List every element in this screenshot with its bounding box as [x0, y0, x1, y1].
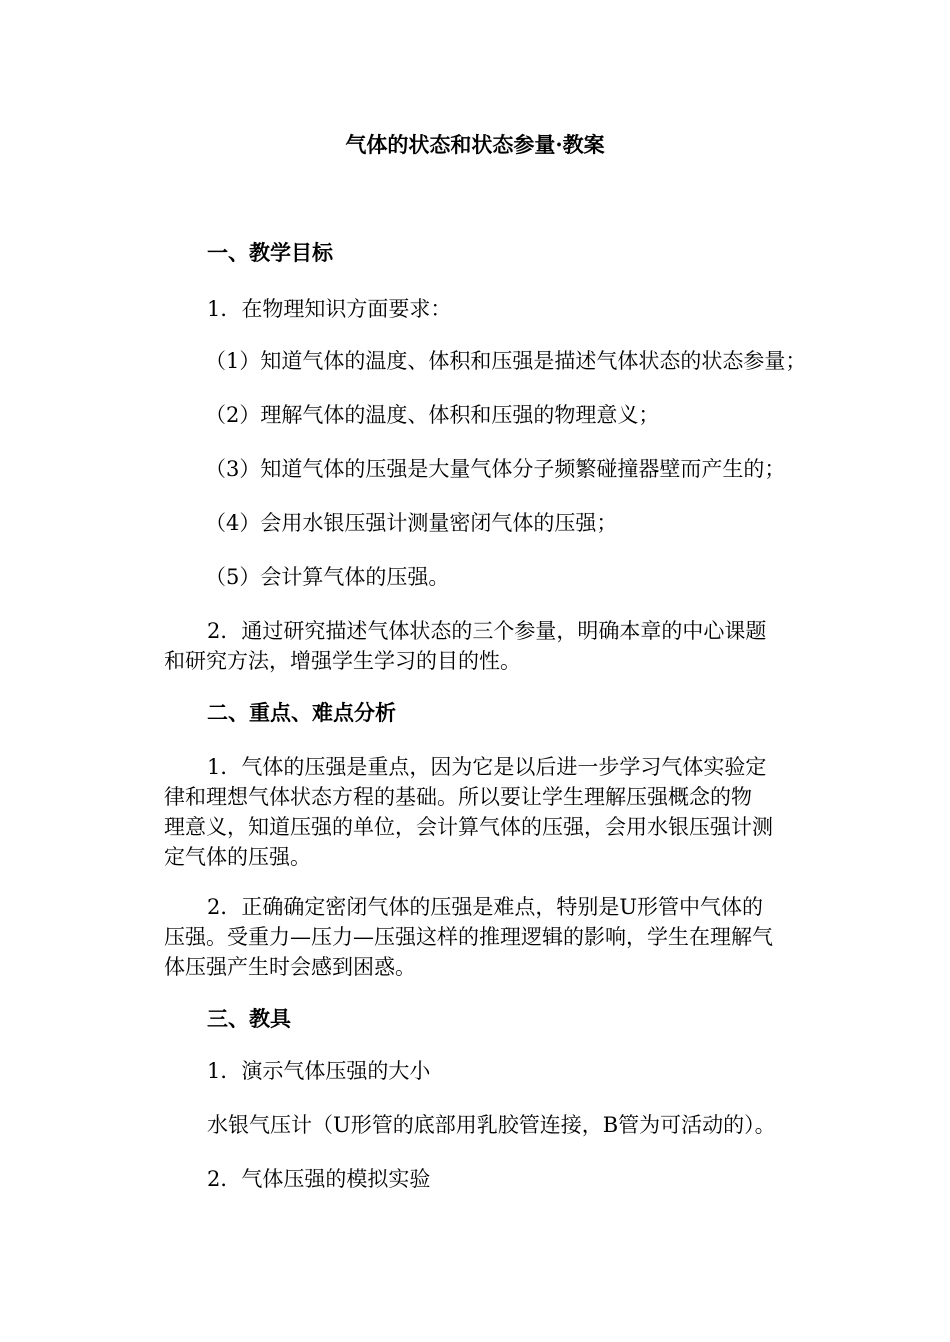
analysis-item-1-line-2: 律和理想气体状态方程的基础。所以要让学生理解压强概念的物: [164, 785, 752, 809]
analysis-item-2-line-3: 体压强产生时会感到困惑。: [164, 955, 416, 979]
analysis-item-1-line-3: 理意义，知道压强的单位，会计算气体的压强，会用水银压强计测: [164, 815, 773, 839]
objective-sub-4: （4）会用水银压强计测量密闭气体的压强；: [205, 511, 618, 535]
section-heading-objectives: 一、教学目标: [207, 240, 333, 265]
objective-item-2-line-2: 和研究方法，增强学生学习的目的性。: [164, 649, 521, 673]
objective-sub-5: （5）会计算气体的压强。: [205, 565, 450, 589]
objective-sub-3: （3）知道气体的压强是大量气体分子频繁碰撞器壁而产生的；: [205, 457, 786, 481]
analysis-item-2-line-2: 压强。受重力—压力—压强这样的推理逻辑的影响，学生在理解气: [164, 925, 773, 949]
objective-item-1: 1．在物理知识方面要求：: [207, 297, 452, 321]
equipment-item-1: 1．演示气体压强的大小: [207, 1059, 431, 1083]
section-heading-equipment: 三、教具: [207, 1006, 291, 1031]
document-title: 气体的状态和状态参量·教案: [345, 132, 605, 157]
objective-sub-1: （1）知道气体的温度、体积和压强是描述气体状态的状态参量；: [205, 349, 807, 373]
objective-item-2-line-1: 2．通过研究描述气体状态的三个参量，明确本章的中心课题: [207, 619, 767, 643]
equipment-item-2: 2．气体压强的模拟实验: [207, 1167, 431, 1191]
analysis-item-1-line-4: 定气体的压强。: [164, 845, 311, 869]
analysis-item-1-line-1: 1．气体的压强是重点，因为它是以后进一步学习气体实验定: [207, 755, 767, 779]
section-heading-analysis: 二、重点、难点分析: [207, 700, 396, 725]
analysis-item-2-line-1: 2．正确确定密闭气体的压强是难点，特别是U形管中气体的: [207, 895, 764, 919]
objective-sub-2: （2）理解气体的温度、体积和压强的物理意义；: [205, 403, 660, 427]
equipment-item-1-detail: 水银气压计（U形管的底部用乳胶管连接，B管为可活动的）。: [207, 1113, 776, 1137]
